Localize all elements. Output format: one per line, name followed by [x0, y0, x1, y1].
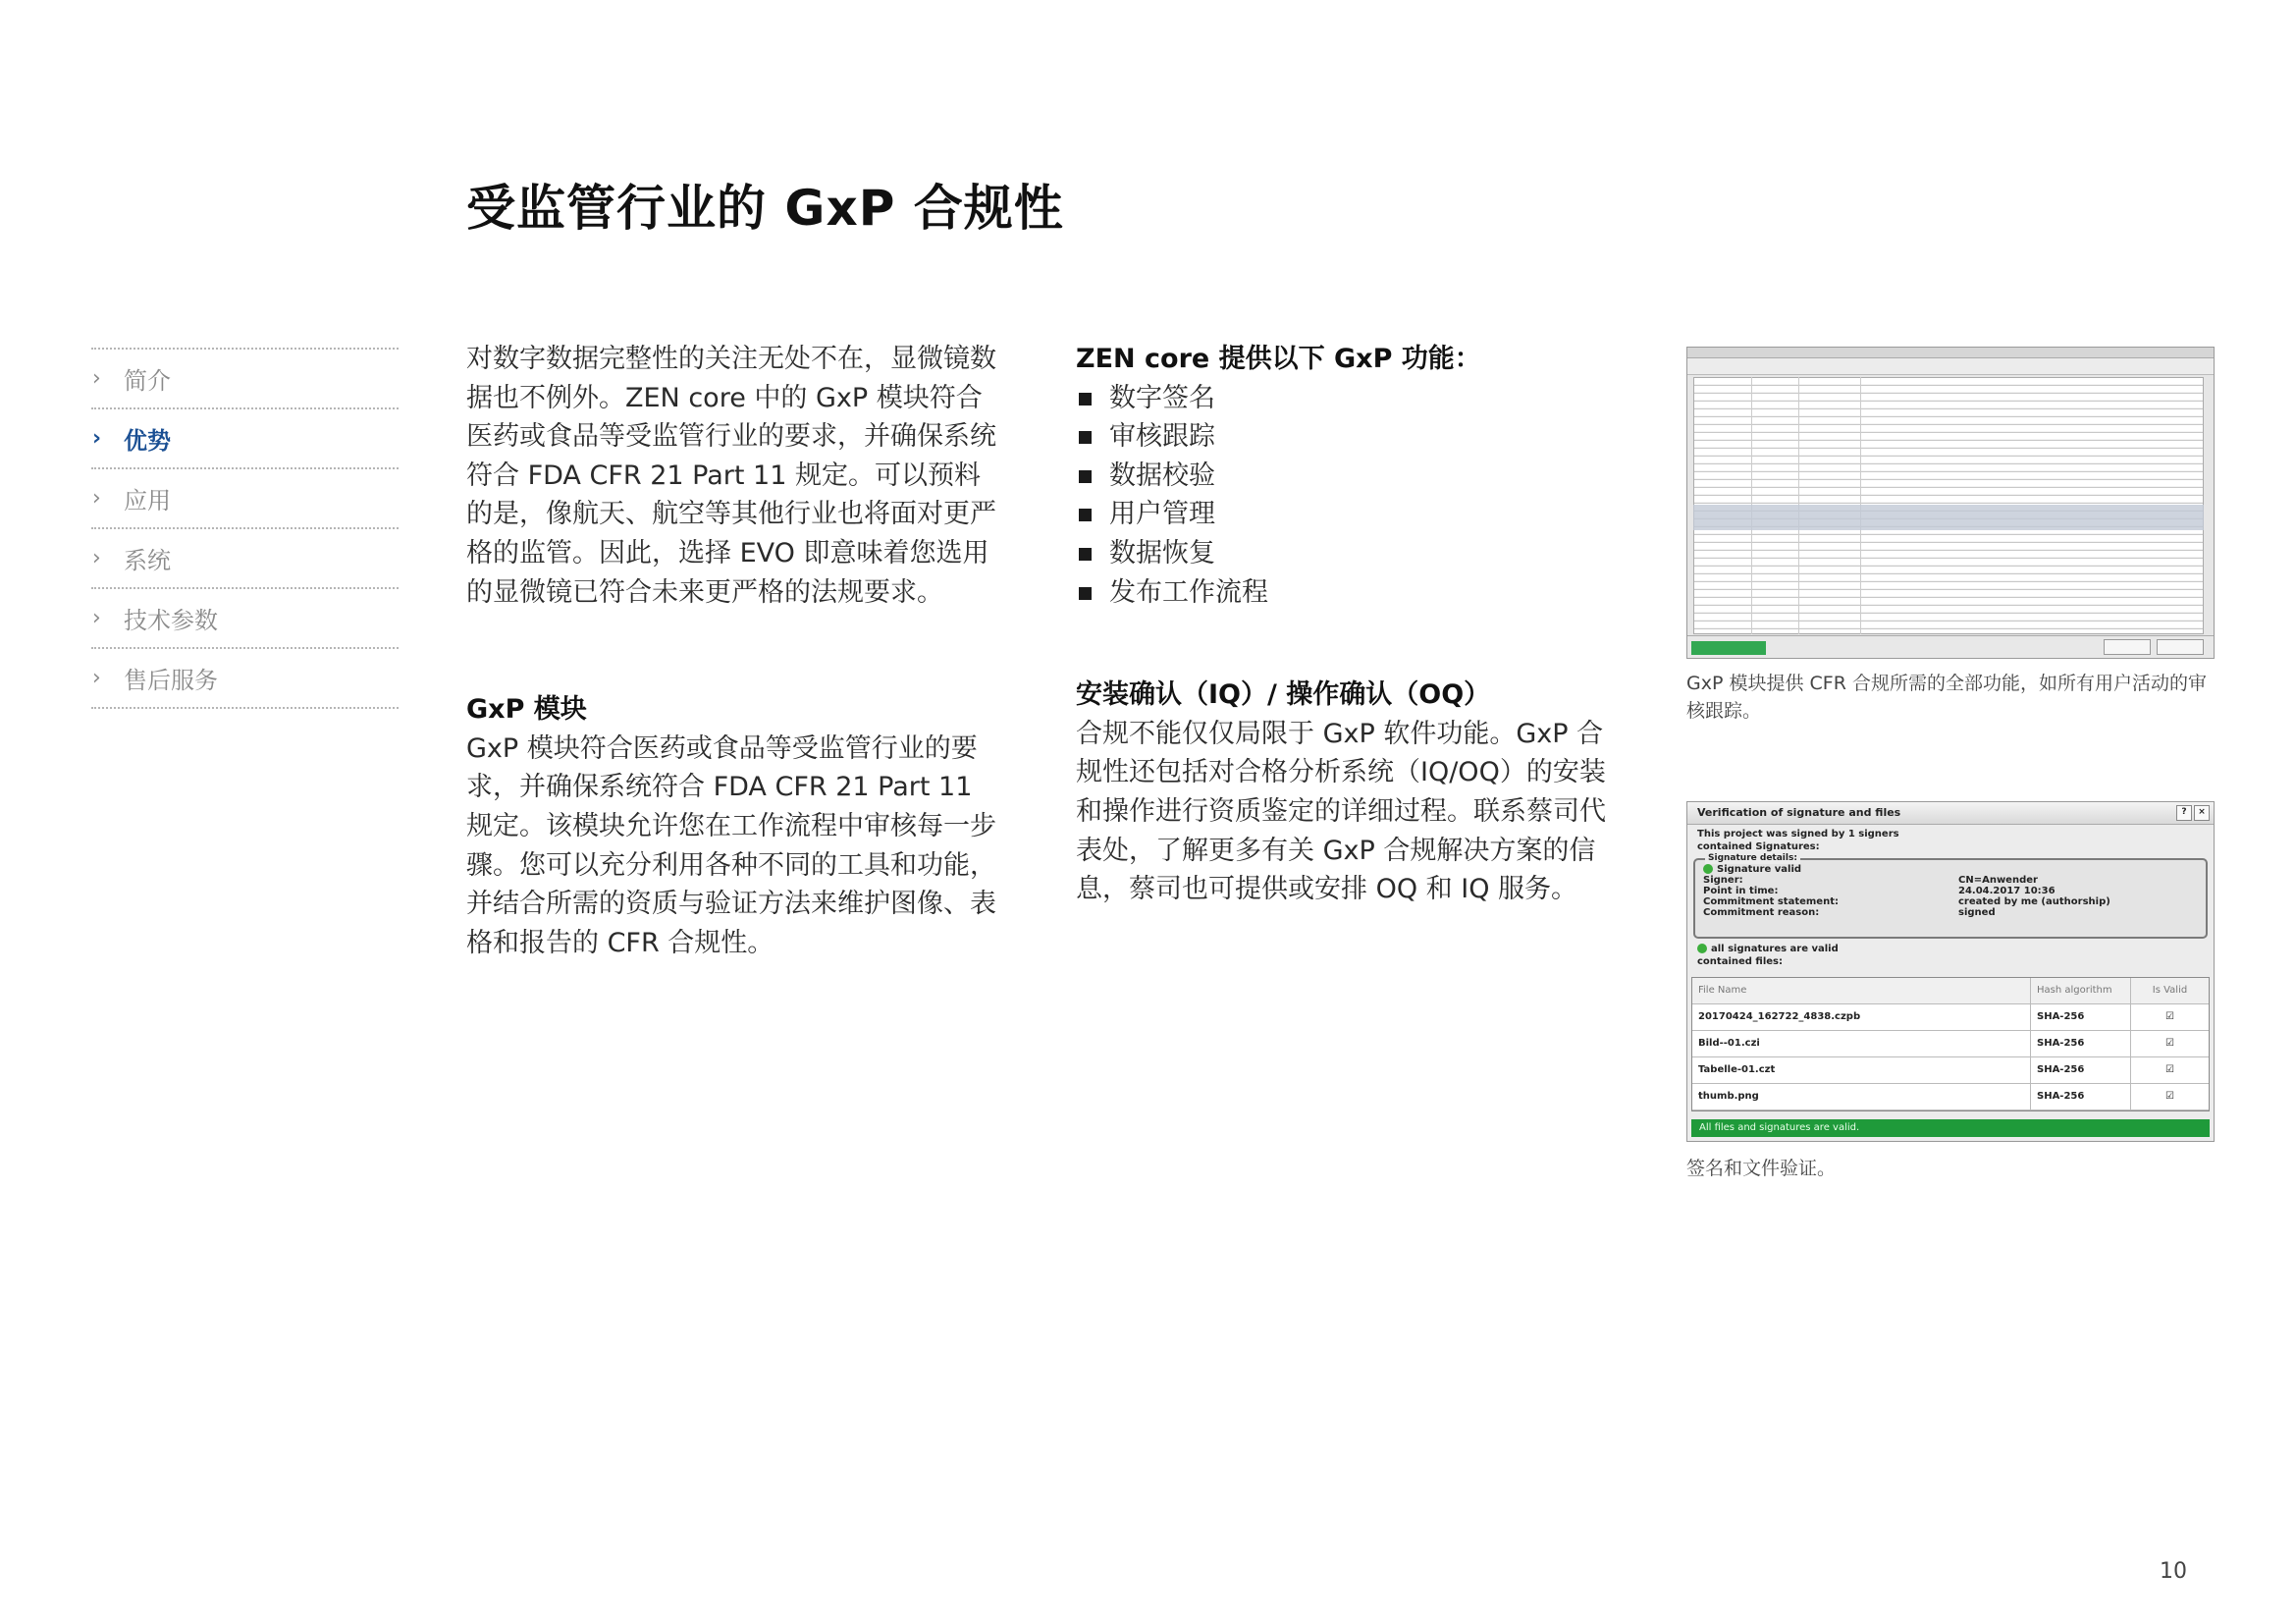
- intro-paragraph: 对数字数据完整性的关注无处不在，显微镜数据也不例外。ZEN core 中的 GxP 模块符合医药或食品等受监管行业的要求，并确保系统符合 FDA CFR 21 Part 11 规定。可以预料的是，像航天、航空等其他行业也将面对更严格的监管。因此，选择 EVO 即意味着您选用的显微镜已符合未来更严格的法规要求。: [466, 344, 996, 608]
- signatures-label: contained Signatures:: [1697, 841, 1820, 852]
- dialog-title: Verification of signature and files: [1697, 806, 1901, 819]
- nav-item-applications[interactable]: [91, 467, 399, 527]
- valid-checkbox: ☑: [2165, 1011, 2174, 1022]
- field-value: 24.04.2017 10:36: [1958, 886, 2056, 896]
- hash-algorithm: SHA-256: [2031, 1057, 2131, 1083]
- nav-item-intro[interactable]: [91, 348, 399, 407]
- features-list: [1076, 379, 1611, 613]
- nav-item-label: 优势: [124, 427, 171, 455]
- signature-caption: 签名和文件验证。: [1686, 1158, 1837, 1179]
- validation-status-bar: All files and signatures are valid.: [1691, 1119, 2210, 1137]
- signature-status: Signature valid: [1717, 864, 1802, 875]
- chevron-right-icon: ›: [92, 606, 101, 630]
- field-key: Signer:: [1703, 875, 1743, 886]
- nav-item-advantages[interactable]: [91, 407, 399, 467]
- list-item: 审核跟踪: [1076, 417, 1611, 457]
- iq-oq-paragraph: 合规不能仅仅局限于 GxP 软件功能。GxP 合规性还包括对合格分析系统（IQ/OQ）的安装和操作进行资质鉴定的详细过程。联系蔡司代表处，了解更多有关 GxP 合规解决方案的信息，蔡司也可提供或安排 OQ 和 IQ 服务。: [1076, 718, 1606, 905]
- chevron-right-icon: ›: [92, 546, 101, 570]
- hash-algorithm: SHA-256: [2031, 1084, 2131, 1110]
- column-header: File Name: [1692, 978, 2031, 1003]
- chevron-right-icon: ›: [92, 666, 101, 690]
- file-name: Tabelle-01.czt: [1692, 1057, 2031, 1083]
- gxp-module-paragraph: GxP 模块符合医药或食品等受监管行业的要求，并确保系统符合 FDA CFR 21 Part 11 规定。该模块允许您在工作流程中审核每一步骤。您可以充分利用各种不同的工具和功能，并结合所需的资质与验证方法来维护图像、表格和报告的 CFR 合规性。: [466, 732, 996, 958]
- valid-checkbox: ☑: [2165, 1091, 2174, 1102]
- features-heading: ZEN core 提供以下 GxP 功能：: [1076, 344, 1481, 374]
- nav-item-system[interactable]: [91, 527, 399, 587]
- chevron-right-icon: ›: [92, 486, 101, 511]
- signature-details-box: [1693, 853, 2208, 939]
- field-value: CN=Anwender: [1958, 875, 2038, 886]
- table-header: [1692, 978, 2209, 1004]
- field-value: created by me (authorship): [1958, 896, 2110, 907]
- page-number: 10: [2160, 1559, 2187, 1584]
- file-name: 20170424_162722_4838.czpb: [1692, 1004, 2031, 1030]
- help-icon: ?: [2176, 805, 2192, 821]
- valid-checkbox: ☑: [2165, 1038, 2174, 1049]
- files-table: [1691, 977, 2210, 1111]
- valid-checkbox: ☑: [2165, 1064, 2174, 1075]
- check-icon: [1697, 944, 1707, 953]
- chevron-right-icon: ›: [92, 366, 101, 391]
- table-row: [1692, 1031, 2209, 1057]
- nav-item-specs[interactable]: [91, 587, 399, 647]
- file-name: thumb.png: [1692, 1084, 2031, 1110]
- list-item: 数据恢复: [1076, 534, 1611, 573]
- table-row: [1692, 1057, 2209, 1084]
- column-header: Hash algorithm: [2031, 978, 2131, 1003]
- nav-item-label: 技术参数: [124, 607, 218, 634]
- list-item: 数字签名: [1076, 379, 1611, 418]
- text-column-2: [1076, 340, 1611, 909]
- table-row: [1692, 1004, 2209, 1031]
- file-name: Bild--01.czi: [1692, 1031, 2031, 1056]
- field-key: Commitment reason:: [1703, 907, 1820, 918]
- list-item: 数据校验: [1076, 457, 1611, 496]
- close-icon: ×: [2194, 805, 2210, 821]
- list-item: 用户管理: [1076, 495, 1611, 534]
- nav-item-label: 应用: [124, 487, 171, 514]
- column-header: Is Valid: [2152, 985, 2188, 996]
- gxp-module-heading: GxP 模块: [466, 694, 587, 726]
- files-label: contained files:: [1697, 956, 1783, 967]
- field-key: Point in time:: [1703, 886, 1779, 896]
- audit-trail-screenshot: [1686, 347, 2215, 659]
- text-column-1: [466, 340, 996, 962]
- check-icon: [1703, 864, 1713, 874]
- nav-item-label: 系统: [124, 547, 171, 574]
- all-valid-text: all signatures are valid: [1711, 944, 1839, 954]
- nav-item-label: 简介: [124, 367, 171, 395]
- table-row: [1692, 1084, 2209, 1110]
- page-title: 受监管行业的 GxP 合规性: [466, 180, 1064, 237]
- list-item: 发布工作流程: [1076, 573, 1611, 613]
- section-nav: [91, 348, 399, 709]
- chevron-right-icon: ›: [92, 426, 102, 451]
- iq-oq-heading: 安装确认（IQ）/ 操作确认（OQ）: [1076, 679, 1491, 711]
- audit-trail-caption: GxP 模块提供 CFR 合规所需的全部功能，如所有用户活动的审核跟踪。: [1686, 673, 2207, 722]
- nav-item-service[interactable]: [91, 647, 399, 709]
- nav-item-label: 售后服务: [124, 667, 218, 694]
- field-value: signed: [1958, 907, 1996, 918]
- hash-algorithm: SHA-256: [2031, 1004, 2131, 1030]
- signer-count-text: This project was signed by 1 signers: [1697, 829, 1899, 839]
- field-key: Commitment statement:: [1703, 896, 1839, 907]
- hash-algorithm: SHA-256: [2031, 1031, 2131, 1056]
- details-legend: Signature details:: [1705, 853, 1800, 864]
- signature-verification-screenshot: [1686, 801, 2215, 1142]
